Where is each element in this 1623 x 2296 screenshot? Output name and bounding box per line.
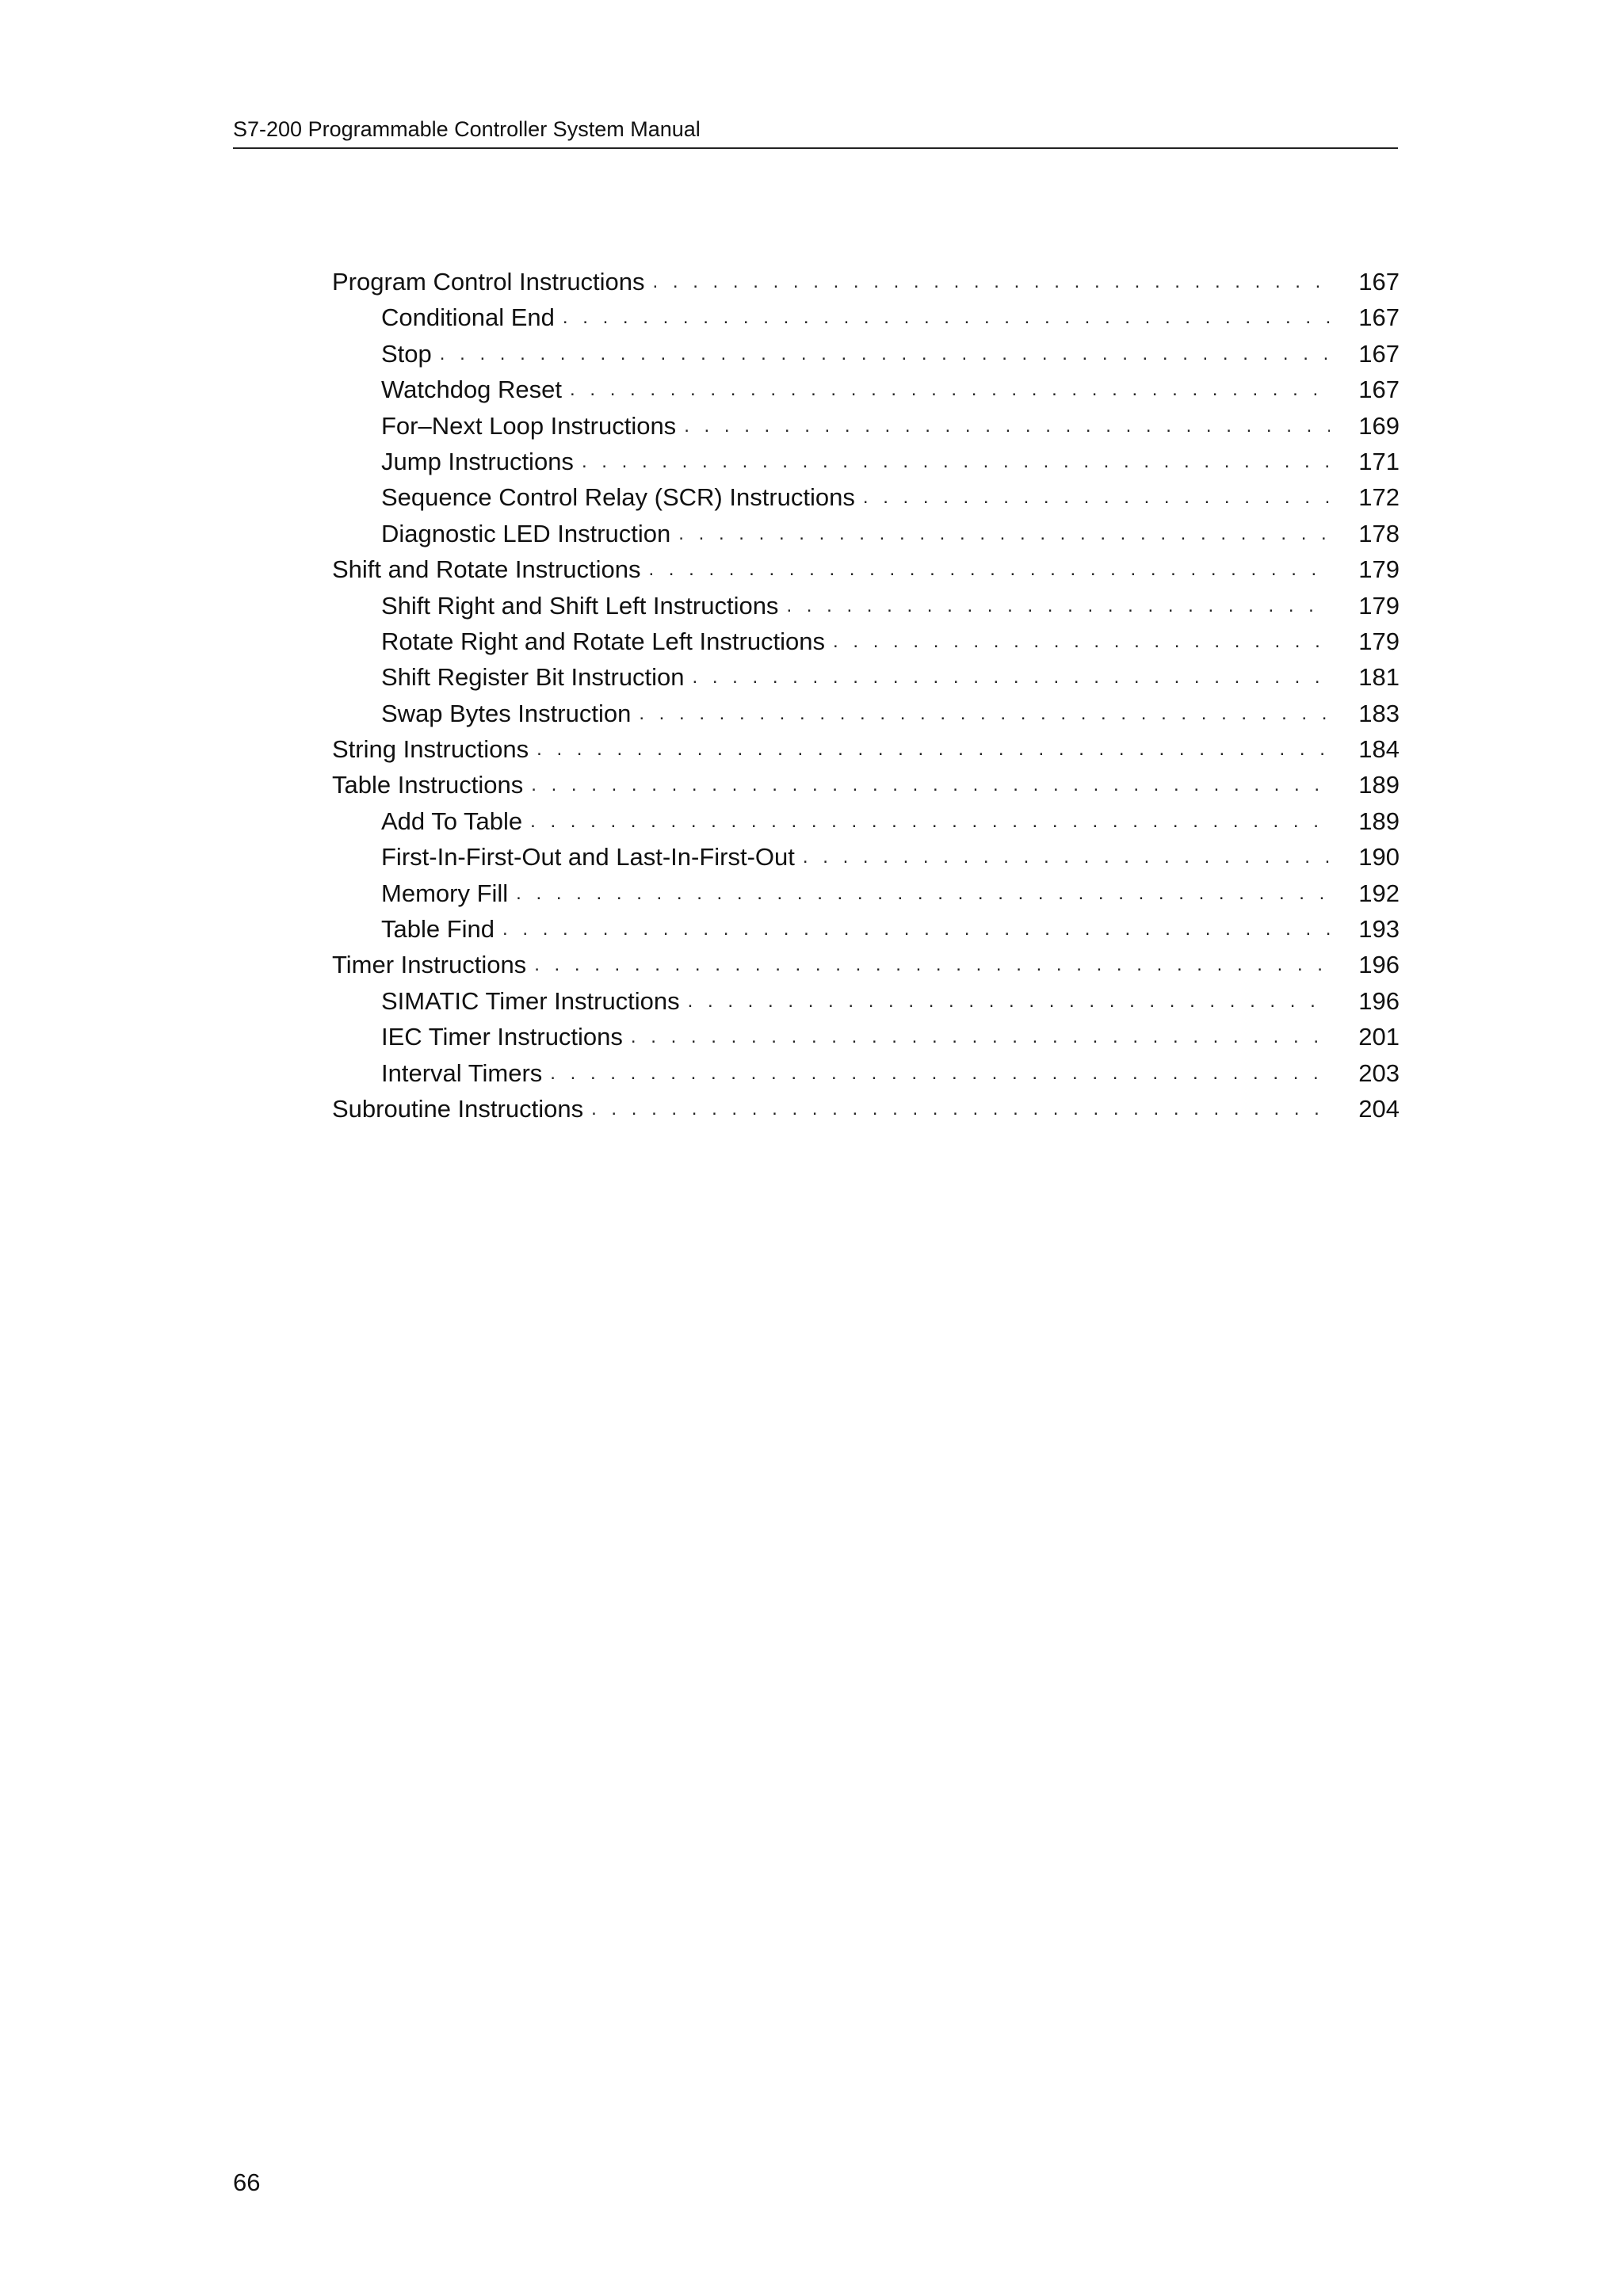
toc-entry-page: 203 (1358, 1058, 1400, 1087)
dot-leader (516, 878, 1330, 910)
toc-subsection-entry[interactable] (332, 986, 1400, 1021)
toc-entry-page: 167 (1358, 268, 1400, 296)
toc-entry-page: 178 (1358, 519, 1400, 547)
table-of-contents (332, 266, 1400, 1129)
dot-leader (684, 410, 1330, 442)
manual-title: S7-200 Programmable Controller System Manual (233, 117, 701, 141)
toc-entry-title: Stop (381, 338, 440, 370)
dot-leader (653, 266, 1330, 298)
toc-section-entry[interactable] (332, 266, 1400, 302)
toc-entry-page: 171 (1358, 447, 1400, 475)
dot-leader (639, 698, 1330, 730)
dot-leader (631, 1021, 1330, 1053)
toc-subsection-entry[interactable] (332, 338, 1400, 374)
dot-leader (591, 1093, 1330, 1125)
dot-leader (530, 806, 1330, 837)
toc-entry-page: 183 (1358, 699, 1400, 727)
toc-entry-title: Memory Fill (381, 878, 516, 910)
toc-section-entry[interactable] (332, 734, 1400, 769)
toc-entry-title: For–Next Loop Instructions (381, 410, 684, 442)
toc-entry-page: 189 (1358, 771, 1400, 799)
toc-entry-title: Sequence Control Relay (SCR) Instructions (381, 482, 863, 513)
toc-entry-title: Rotate Right and Rotate Left Instructions (381, 626, 833, 658)
toc-subsection-entry[interactable] (332, 518, 1400, 554)
toc-entry-page: 204 (1358, 1094, 1400, 1123)
toc-subsection-entry[interactable] (332, 302, 1400, 338)
dot-leader (537, 734, 1330, 765)
toc-section-entry[interactable] (332, 554, 1400, 589)
toc-entry-title: Shift Right and Shift Left Instructions (381, 590, 786, 622)
dot-leader (786, 590, 1330, 622)
dot-leader (648, 554, 1330, 585)
dot-leader (570, 374, 1330, 406)
toc-entry-title: Add To Table (381, 806, 530, 837)
toc-entry-title: Timer Instructions (332, 949, 534, 981)
toc-entry-page: 169 (1358, 411, 1400, 440)
toc-entry-title: Shift and Rotate Instructions (332, 554, 648, 585)
toc-subsection-entry[interactable] (332, 374, 1400, 410)
dot-leader (863, 482, 1330, 513)
toc-entry-page: 172 (1358, 483, 1400, 512)
toc-section-entry[interactable] (332, 769, 1400, 805)
dot-leader (678, 518, 1330, 550)
toc-entry-page: 184 (1358, 735, 1400, 764)
toc-entry-title: Jump Instructions (381, 446, 582, 478)
dot-leader (550, 1058, 1330, 1089)
toc-section-entry[interactable] (332, 1093, 1400, 1129)
toc-entry-title: String Instructions (332, 734, 537, 765)
toc-subsection-entry[interactable] (332, 878, 1400, 913)
toc-entry-page: 196 (1358, 951, 1400, 979)
toc-entry-title: Shift Register Bit Instruction (381, 662, 693, 693)
toc-entry-title: Program Control Instructions (332, 266, 653, 298)
toc-entry-page: 193 (1358, 915, 1400, 944)
page-number: 66 (233, 2168, 261, 2196)
toc-entry-page: 167 (1358, 376, 1400, 404)
dot-leader (502, 913, 1330, 945)
dot-leader (693, 662, 1331, 693)
toc-entry-page: 196 (1358, 986, 1400, 1015)
toc-subsection-entry[interactable] (332, 482, 1400, 517)
toc-entry-page: 167 (1358, 339, 1400, 368)
dot-leader (833, 626, 1330, 658)
dot-leader (534, 949, 1330, 981)
toc-entry-title: Diagnostic LED Instruction (381, 518, 678, 550)
toc-entry-page: 167 (1358, 303, 1400, 332)
toc-subsection-entry[interactable] (332, 1058, 1400, 1093)
toc-subsection-entry[interactable] (332, 590, 1400, 626)
toc-subsection-entry[interactable] (332, 626, 1400, 662)
toc-section-entry[interactable] (332, 949, 1400, 985)
toc-entry-title: Table Find (381, 913, 502, 945)
toc-entry-title: SIMATIC Timer Instructions (381, 986, 688, 1017)
toc-subsection-entry[interactable] (332, 1021, 1400, 1057)
dot-leader (803, 841, 1330, 873)
toc-subsection-entry[interactable] (332, 841, 1400, 877)
toc-entry-page: 189 (1358, 807, 1400, 835)
toc-subsection-entry[interactable] (332, 698, 1400, 734)
toc-entry-page: 201 (1358, 1023, 1400, 1051)
toc-entry-title: First-In-First-Out and Last-In-First-Out (381, 841, 803, 873)
dot-leader (531, 769, 1330, 801)
dot-leader (582, 446, 1330, 478)
toc-entry-title: IEC Timer Instructions (381, 1021, 631, 1053)
toc-subsection-entry[interactable] (332, 662, 1400, 697)
dot-leader (688, 986, 1330, 1017)
toc-entry-title: Subroutine Instructions (332, 1093, 591, 1125)
toc-entry-title: Table Instructions (332, 769, 531, 801)
toc-entry-title: Swap Bytes Instruction (381, 698, 639, 730)
toc-entry-page: 181 (1358, 663, 1400, 692)
toc-entry-page: 192 (1358, 879, 1400, 907)
toc-entry-page: 190 (1358, 843, 1400, 871)
toc-entry-title: Conditional End (381, 302, 563, 334)
toc-entry-page: 179 (1358, 555, 1400, 584)
toc-subsection-entry[interactable] (332, 410, 1400, 446)
toc-entry-page: 179 (1358, 627, 1400, 655)
page-header (233, 116, 1398, 149)
dot-leader (440, 338, 1330, 370)
toc-subsection-entry[interactable] (332, 806, 1400, 841)
toc-entry-title: Interval Timers (381, 1058, 550, 1089)
toc-entry-title: Watchdog Reset (381, 374, 570, 406)
dot-leader (563, 302, 1330, 334)
toc-entry-page: 179 (1358, 591, 1400, 620)
toc-subsection-entry[interactable] (332, 913, 1400, 949)
toc-subsection-entry[interactable] (332, 446, 1400, 482)
